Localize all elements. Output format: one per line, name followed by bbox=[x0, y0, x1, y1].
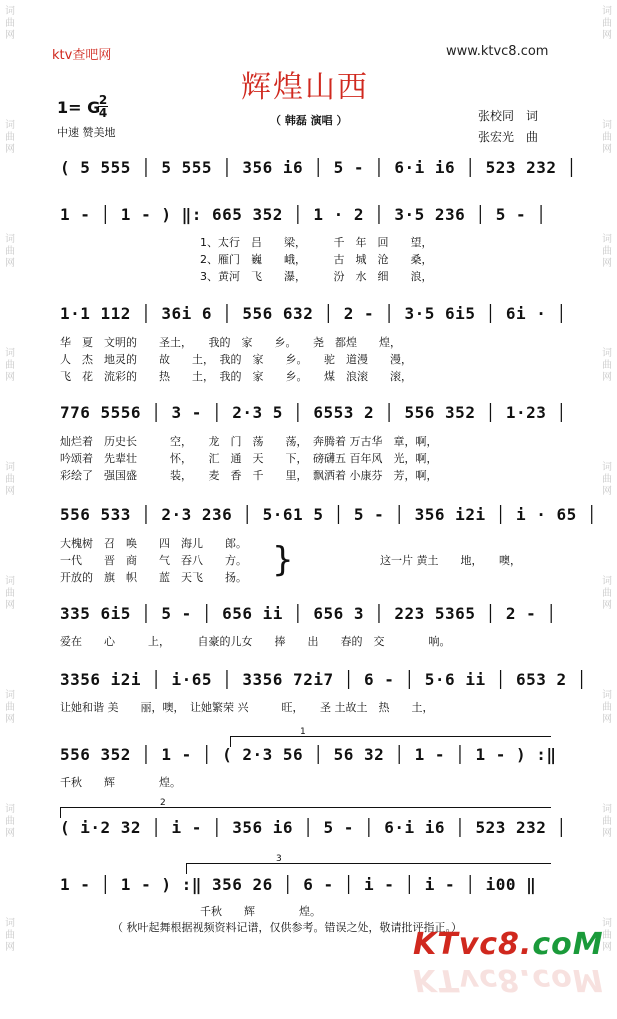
watermark-right-6: 词 曲 网 bbox=[602, 576, 612, 611]
staff-line-6: 335 6i5 │ 5 - │ 656 ii │ 656 3 │ 223 5365 │ 2 - │ bbox=[60, 604, 557, 623]
watermark-right-1: 词 曲 网 bbox=[602, 6, 612, 41]
staff-line-4: 776 5556 │ 3 - │ 2·3 5 │ 6553 2 │ 556 352 │ 1·23 │ bbox=[60, 403, 567, 422]
lyric-line-3-verse1: 华 夏 文明的 圣土， 我的 家 乡。 尧 都煌 煌， bbox=[60, 336, 401, 349]
lyric-line-3-verse2: 人 杰 地灵的 故 土， 我的 家 乡。 驼 道漫 漫， bbox=[60, 353, 412, 366]
watermark-left-9: 词 曲 网 bbox=[5, 918, 15, 953]
staff-line-9: ( i·2 32 │ i - │ 356 i6 │ 5 - │ 6·i i6 │ 523 232 │ bbox=[60, 818, 567, 837]
staff-line-10: 1 - │ 1 - ) :‖ 356 26 │ 6 - │ i - │ i - │ i00 ‖ bbox=[60, 875, 537, 894]
verse-brace: } bbox=[272, 540, 294, 580]
staff-line-7: 3356 i2i │ i·65 │ 3356 72i7 │ 6 - │ 5·6 ii │ 653 2 │ bbox=[60, 670, 587, 689]
watermark-left-6: 词 曲 网 bbox=[5, 576, 15, 611]
composer-credit: 张宏光 曲 bbox=[478, 130, 539, 144]
lyric-verse1-intro: 1、太行 吕 梁， 千 年 回 望， bbox=[200, 236, 433, 249]
lyric-line-8: 千秋 辉 煌。 bbox=[60, 776, 181, 789]
lyric-line-5-verse2: 一代 晋 商 气 吞八 方。 bbox=[60, 554, 247, 567]
watermark-left-4: 词 曲 网 bbox=[5, 348, 15, 383]
watermark-left-5: 词 曲 网 bbox=[5, 462, 15, 497]
lyric-line-10: 千秋 辉 煌。 bbox=[200, 905, 321, 918]
watermark-left-2: 词 曲 网 bbox=[5, 120, 15, 155]
lyricist-credit: 张校同 词 bbox=[478, 109, 539, 123]
volta-number-3: 3 bbox=[276, 854, 282, 864]
lyric-line-4-verse3: 彩绘了 强国盛 装， 麦 香 千 里， 飘洒着 小康芬 芳，啊， bbox=[60, 469, 438, 482]
lyric-verse2-intro: 2、雁门 巍 峨， 古 城 沧 桑， bbox=[200, 253, 433, 266]
watermark-right-9: 词 曲 网 bbox=[602, 918, 612, 953]
lyric-verse3-intro: 3、黄河 飞 瀑， 汾 水 细 浪， bbox=[200, 270, 433, 283]
time-signature bbox=[98, 94, 108, 119]
meter-numerator: 2 bbox=[98, 93, 108, 107]
lyric-line-4-verse2: 吟颂着 先辈壮 怀， 汇 通 天 下， 磅礴五 百年风 光，啊， bbox=[60, 452, 438, 465]
volta-bracket-2 bbox=[60, 807, 551, 818]
lyric-line-7: 让她和谐 美 丽，噢， 让她繁荣 兴 旺， 圣 土故土 热 土， bbox=[60, 701, 434, 714]
footnote: （ 秋叶起舞根据视频资料记谱，仅供参考。错误之处，敬请批评指正。） bbox=[112, 921, 462, 934]
staff-line-8: 556 352 │ 1 - │ ( 2·3 56 │ 56 32 │ 1 - │ 1 - ) :‖ bbox=[60, 745, 557, 764]
lyric-line-3-verse3: 飞 花 流彩的 热 土， 我的 家 乡。 煤 浪滚 滚， bbox=[60, 370, 412, 383]
lyric-line-6: 爱在 心 上， 自豪的儿女 捧 出 春的 交 响。 bbox=[60, 635, 451, 648]
watermark-left-8: 词 曲 网 bbox=[5, 804, 15, 839]
volta-bracket-3 bbox=[186, 863, 551, 874]
tempo-marking: 中速 赞美地 bbox=[57, 126, 116, 139]
song-title: 辉煌山西 bbox=[241, 70, 369, 105]
site-label[interactable]: ktv查吧网 bbox=[52, 48, 112, 63]
watermark-right-4: 词 曲 网 bbox=[602, 348, 612, 383]
meter-denominator: 4 bbox=[98, 106, 108, 120]
lyric-line-5-chorus: 这一片 黄土 地， 噢， bbox=[380, 554, 521, 567]
lyric-line-4-verse1: 灿烂着 历史长 空， 龙 门 荡 荡， 奔腾着 万古华 章，啊， bbox=[60, 435, 438, 448]
volta-number-2: 2 bbox=[160, 798, 166, 808]
site-url[interactable]: www.ktvc8.com bbox=[446, 44, 549, 59]
watermark-left-3: 词 曲 网 bbox=[5, 234, 15, 269]
watermark-left-1: 词 曲 网 bbox=[5, 6, 15, 41]
volta-number-1: 1 bbox=[300, 727, 306, 737]
watermark-right-3: 词 曲 网 bbox=[602, 234, 612, 269]
watermark-right-5: 词 曲 网 bbox=[602, 462, 612, 497]
staff-line-1: ( 5 555 │ 5 555 │ 356 i6 │ 5 - │ 6·i i6 │ 523 232 │ bbox=[60, 158, 577, 177]
staff-line-3: 1·1 112 │ 36i 6 │ 556 632 │ 2 - │ 3·5 6i5 │ 6i · │ bbox=[60, 304, 567, 323]
watermark-right-7: 词 曲 网 bbox=[602, 690, 612, 725]
watermark-right-2: 词 曲 网 bbox=[602, 120, 612, 155]
key-signature: 1= G bbox=[57, 98, 101, 117]
watermark-right-8: 词 曲 网 bbox=[602, 804, 612, 839]
ktvc8-logo: KTvc8.coM bbox=[413, 927, 604, 962]
singer-credit: （ 韩磊 演唱 ） bbox=[270, 114, 348, 127]
watermark-left-7: 词 曲 网 bbox=[5, 690, 15, 725]
lyric-line-5-verse3: 开放的 旗 帜 蓝 天飞 扬。 bbox=[60, 571, 247, 584]
staff-line-2: 1 - │ 1 - ) ‖: 665 352 │ 1 · 2 │ 3·5 236 │ 5 - │ bbox=[60, 205, 547, 224]
staff-line-5: 556 533 │ 2·3 236 │ 5·61 5 │ 5 - │ 356 i2i │ i · 65 │ bbox=[60, 505, 598, 524]
ktvc8-logo-reflection: KTvc8.coM bbox=[413, 962, 604, 997]
lyric-line-5-verse1: 大槐树 召 唤 四 海儿 郎。 bbox=[60, 537, 247, 550]
